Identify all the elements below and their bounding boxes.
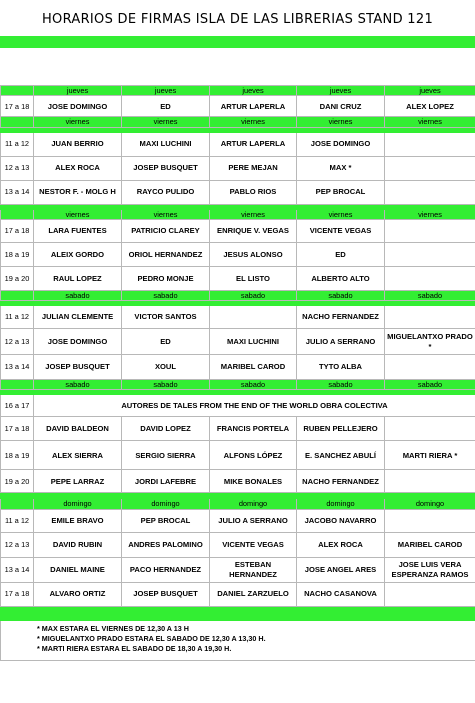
day-header: viernes: [122, 209, 210, 219]
author-cell: JOSE DOMINGO: [297, 132, 385, 156]
author-cell: ENRIQUE V. VEGAS: [210, 219, 297, 242]
author-cell: PABLO RIOS: [210, 180, 297, 204]
subtitle-cell: [1, 48, 475, 86]
author-cell: [385, 582, 475, 606]
footnote: * MARTI RIERA ESTARA EL SABADO DE 18,30 A 19,30 H.: [37, 643, 232, 653]
time-slot: 19 a 20: [1, 470, 34, 493]
author-cell: JOSEP BUSQUET: [34, 355, 122, 380]
author-cell: MARIBEL CAROD: [385, 532, 475, 557]
time-slot: 13 a 14: [1, 355, 34, 380]
author-cell: FRANCIS PORTELA: [210, 417, 297, 441]
author-cell: ARTUR LAPERLA: [210, 132, 297, 156]
author-cell: RAYCO PULIDO: [122, 180, 210, 204]
author-cell: MAXI LUCHINI: [122, 132, 210, 156]
time-slot: 16 a 17: [1, 395, 34, 417]
day-header: domingo: [297, 499, 385, 509]
author-cell: ALEX LOPEZ: [385, 96, 475, 117]
time-slot: 11 a 12: [1, 132, 34, 156]
author-cell: NESTOR F. - MOLG H: [34, 180, 122, 204]
table-row: [1, 582, 475, 606]
author-cell: [385, 156, 475, 180]
day-header: viernes: [34, 209, 122, 219]
author-cell: ALVARO ORTIZ: [34, 582, 122, 606]
author-cell: ANDRES PALOMINO: [122, 532, 210, 557]
author-cell: PEDRO MONJE: [122, 266, 210, 290]
time-slot: 13 a 14: [1, 180, 34, 204]
author-cell: VICTOR SANTOS: [122, 306, 210, 329]
time-slot: 17 a 18: [1, 417, 34, 441]
author-cell: JORDI LAFEBRE: [122, 470, 210, 493]
table-row: [1, 355, 475, 380]
time-slot: 11 a 12: [1, 306, 34, 329]
day-header: jueves: [297, 86, 385, 96]
table-row: [1, 180, 475, 204]
footnotes: [1, 620, 475, 660]
time-slot: 19 a 20: [1, 266, 34, 290]
day-header: viernes: [385, 209, 475, 219]
author-cell: DAVID BALDEON: [34, 417, 122, 441]
table-row: [1, 219, 475, 242]
author-cell: [385, 132, 475, 156]
author-cell: [385, 329, 475, 355]
author-cell: ALBERTO ALTO: [297, 266, 385, 290]
collective-signing-cell: AUTORES DE TALES FROM THE END OF THE WORLD OBRA COLECTIVA: [34, 395, 475, 417]
day-header: domingo: [210, 499, 297, 509]
table-row: [1, 266, 475, 290]
table-row: [1, 242, 475, 266]
time-slot: 18 a 19: [1, 242, 34, 266]
day-header: sabado: [34, 380, 122, 390]
day-header: jueves: [122, 86, 210, 96]
author-cell: JUAN BERRIO: [34, 132, 122, 156]
day-header: sabado: [122, 290, 210, 300]
author-cell: ED: [297, 242, 385, 266]
footnote: * MIGUELANTXO PRADO ESTARA EL SABADO DE 12,30 A 13,30 H.: [37, 633, 266, 643]
author-cell: JACOBO NAVARRO: [297, 509, 385, 532]
author-cell: DANIEL MAINE: [34, 557, 122, 582]
table-row: [1, 156, 475, 180]
author-cell: [385, 306, 475, 329]
author-cell: ALEX SIERRA: [34, 441, 122, 470]
author-cell: [385, 266, 475, 290]
table-row: [1, 132, 475, 156]
author-cell: [385, 219, 475, 242]
author-cell: [210, 306, 297, 329]
author-cell: PACO HERNANDEZ: [122, 557, 210, 582]
day-header: viernes: [210, 209, 297, 219]
table-row: [1, 329, 475, 355]
time-slot: 12 a 13: [1, 156, 34, 180]
table-row: [1, 395, 475, 417]
time-slot: 12 a 13: [1, 329, 34, 355]
day-header-blank: [1, 117, 34, 127]
time-slot: 17 a 18: [1, 96, 34, 117]
time-slot: 11 a 12: [1, 509, 34, 532]
day-header: jueves: [210, 86, 297, 96]
day-header-blank: [1, 86, 34, 96]
author-cell: JULIAN CLEMENTE: [34, 306, 122, 329]
author-cell: JOSEP BUSQUET: [122, 582, 210, 606]
author-cell: ED: [122, 96, 210, 117]
author-cell: E. SANCHEZ ABULÍ: [297, 441, 385, 470]
author-cell: JOSE DOMINGO: [34, 329, 122, 355]
day-header-blank: [1, 380, 34, 390]
day-header: viernes: [297, 117, 385, 127]
time-slot: 17 a 18: [1, 219, 34, 242]
author-cell: PEP BROCAL: [297, 180, 385, 204]
author-cell: MAXI LUCHINI: [210, 329, 297, 355]
footnote: * MAX ESTARA EL VIERNES DE 12,30 A 13 H: [37, 623, 189, 633]
author-cell: SERGIO SIERRA: [122, 441, 210, 470]
time-slot: 17 a 18: [1, 582, 34, 606]
author-cell: ALFONS LÓPEZ: [210, 441, 297, 470]
author-cell: NACHO FERNANDEZ: [297, 306, 385, 329]
day-header-blank: [1, 209, 34, 219]
day-header-blank: [1, 290, 34, 300]
day-header: sabado: [210, 290, 297, 300]
author-cell: JOSEP BUSQUET: [122, 156, 210, 180]
asterisk: *: [428, 341, 432, 351]
day-header: viernes: [210, 117, 297, 127]
day-header: sabado: [297, 380, 385, 390]
author-cell: RUBEN PELLEJERO: [297, 417, 385, 441]
day-header: domingo: [34, 499, 122, 509]
author-name: JOSE LUIS VERA: [398, 560, 462, 570]
table-row: [1, 557, 475, 582]
author-cell: [385, 417, 475, 441]
day-header: viernes: [385, 117, 475, 127]
author-cell: LARA FUENTES: [34, 219, 122, 242]
day-header-blank: [1, 499, 34, 509]
day-header: sabado: [297, 290, 385, 300]
author-cell: DANIEL ZARZUELO: [210, 582, 297, 606]
author-cell: MARIBEL CAROD: [210, 355, 297, 380]
author-cell: EL LISTO: [210, 266, 297, 290]
table-row: [1, 532, 475, 557]
day-header: viernes: [122, 117, 210, 127]
day-header: sabado: [385, 380, 475, 390]
author-cell: JESUS ALONSO: [210, 242, 297, 266]
table-row: [1, 509, 475, 532]
day-header: viernes: [34, 117, 122, 127]
author-cell: ESTEBAN HERNANDEZ: [210, 557, 297, 582]
author-cell: JULIO A SERRANO: [297, 329, 385, 355]
author-cell: PATRICIO CLAREY: [122, 219, 210, 242]
author-cell: NACHO FERNANDEZ: [297, 470, 385, 493]
day-header: jueves: [385, 86, 475, 96]
author-cell: ARTUR LAPERLA: [210, 96, 297, 117]
author-name: MIGUELANTXO PRADO: [387, 332, 473, 342]
author-cell: JOSE ANGEL ARES: [297, 557, 385, 582]
day-header: jueves: [34, 86, 122, 96]
author-cell: ORIOL HERNANDEZ: [122, 242, 210, 266]
time-slot: 12 a 13: [1, 532, 34, 557]
author-cell: [385, 470, 475, 493]
author-name: ESPERANZA RAMOS: [391, 569, 469, 579]
green-band: [1, 37, 475, 48]
author-cell: JOSE DOMINGO: [34, 96, 122, 117]
author-cell: XOUL: [122, 355, 210, 380]
day-header: sabado: [122, 380, 210, 390]
author-cell: EMILE BRAVO: [34, 509, 122, 532]
schedule-table: [0, 36, 475, 661]
author-cell: [385, 180, 475, 204]
author-cell: ALEIX GORDO: [34, 242, 122, 266]
table-row: [1, 470, 475, 493]
author-cell: [385, 355, 475, 380]
author-cell: ED: [122, 329, 210, 355]
green-band: [1, 611, 475, 620]
author-cell: [385, 242, 475, 266]
author-cell: PEP BROCAL: [122, 509, 210, 532]
day-header: sabado: [34, 290, 122, 300]
author-cell: VICENTE VEGAS: [297, 219, 385, 242]
table-row: [1, 96, 475, 117]
author-cell: TYTO ALBA: [297, 355, 385, 380]
author-cell: NACHO CASANOVA: [297, 582, 385, 606]
author-cell: ALEX ROCA: [297, 532, 385, 557]
author-cell: ALEX ROCA: [34, 156, 122, 180]
author-cell: PEPE LARRAZ: [34, 470, 122, 493]
day-header: viernes: [297, 209, 385, 219]
author-cell: DANI CRUZ: [297, 96, 385, 117]
day-header: sabado: [385, 290, 475, 300]
table-row: [1, 306, 475, 329]
table-row: [1, 417, 475, 441]
author-cell: JULIO A SERRANO: [210, 509, 297, 532]
time-slot: 18 a 19: [1, 441, 34, 470]
author-cell: MIKE BONALES: [210, 470, 297, 493]
author-cell: MARTI RIERA *: [385, 441, 475, 470]
table-row: [1, 441, 475, 470]
author-cell: DAVID LOPEZ: [122, 417, 210, 441]
day-header: domingo: [122, 499, 210, 509]
time-slot: 13 a 14: [1, 557, 34, 582]
author-cell: [385, 557, 475, 582]
day-header: sabado: [210, 380, 297, 390]
day-header: domingo: [385, 499, 475, 509]
author-cell: RAUL LOPEZ: [34, 266, 122, 290]
author-cell: DAVID RUBIN: [34, 532, 122, 557]
author-cell: MAX *: [297, 156, 385, 180]
author-cell: [385, 509, 475, 532]
author-cell: VICENTE VEGAS: [210, 532, 297, 557]
author-cell: PERE MEJAN: [210, 156, 297, 180]
page-title: HORARIOS DE FIRMAS ISLA DE LAS LIBRERIAS STAND 121: [41, 12, 434, 27]
